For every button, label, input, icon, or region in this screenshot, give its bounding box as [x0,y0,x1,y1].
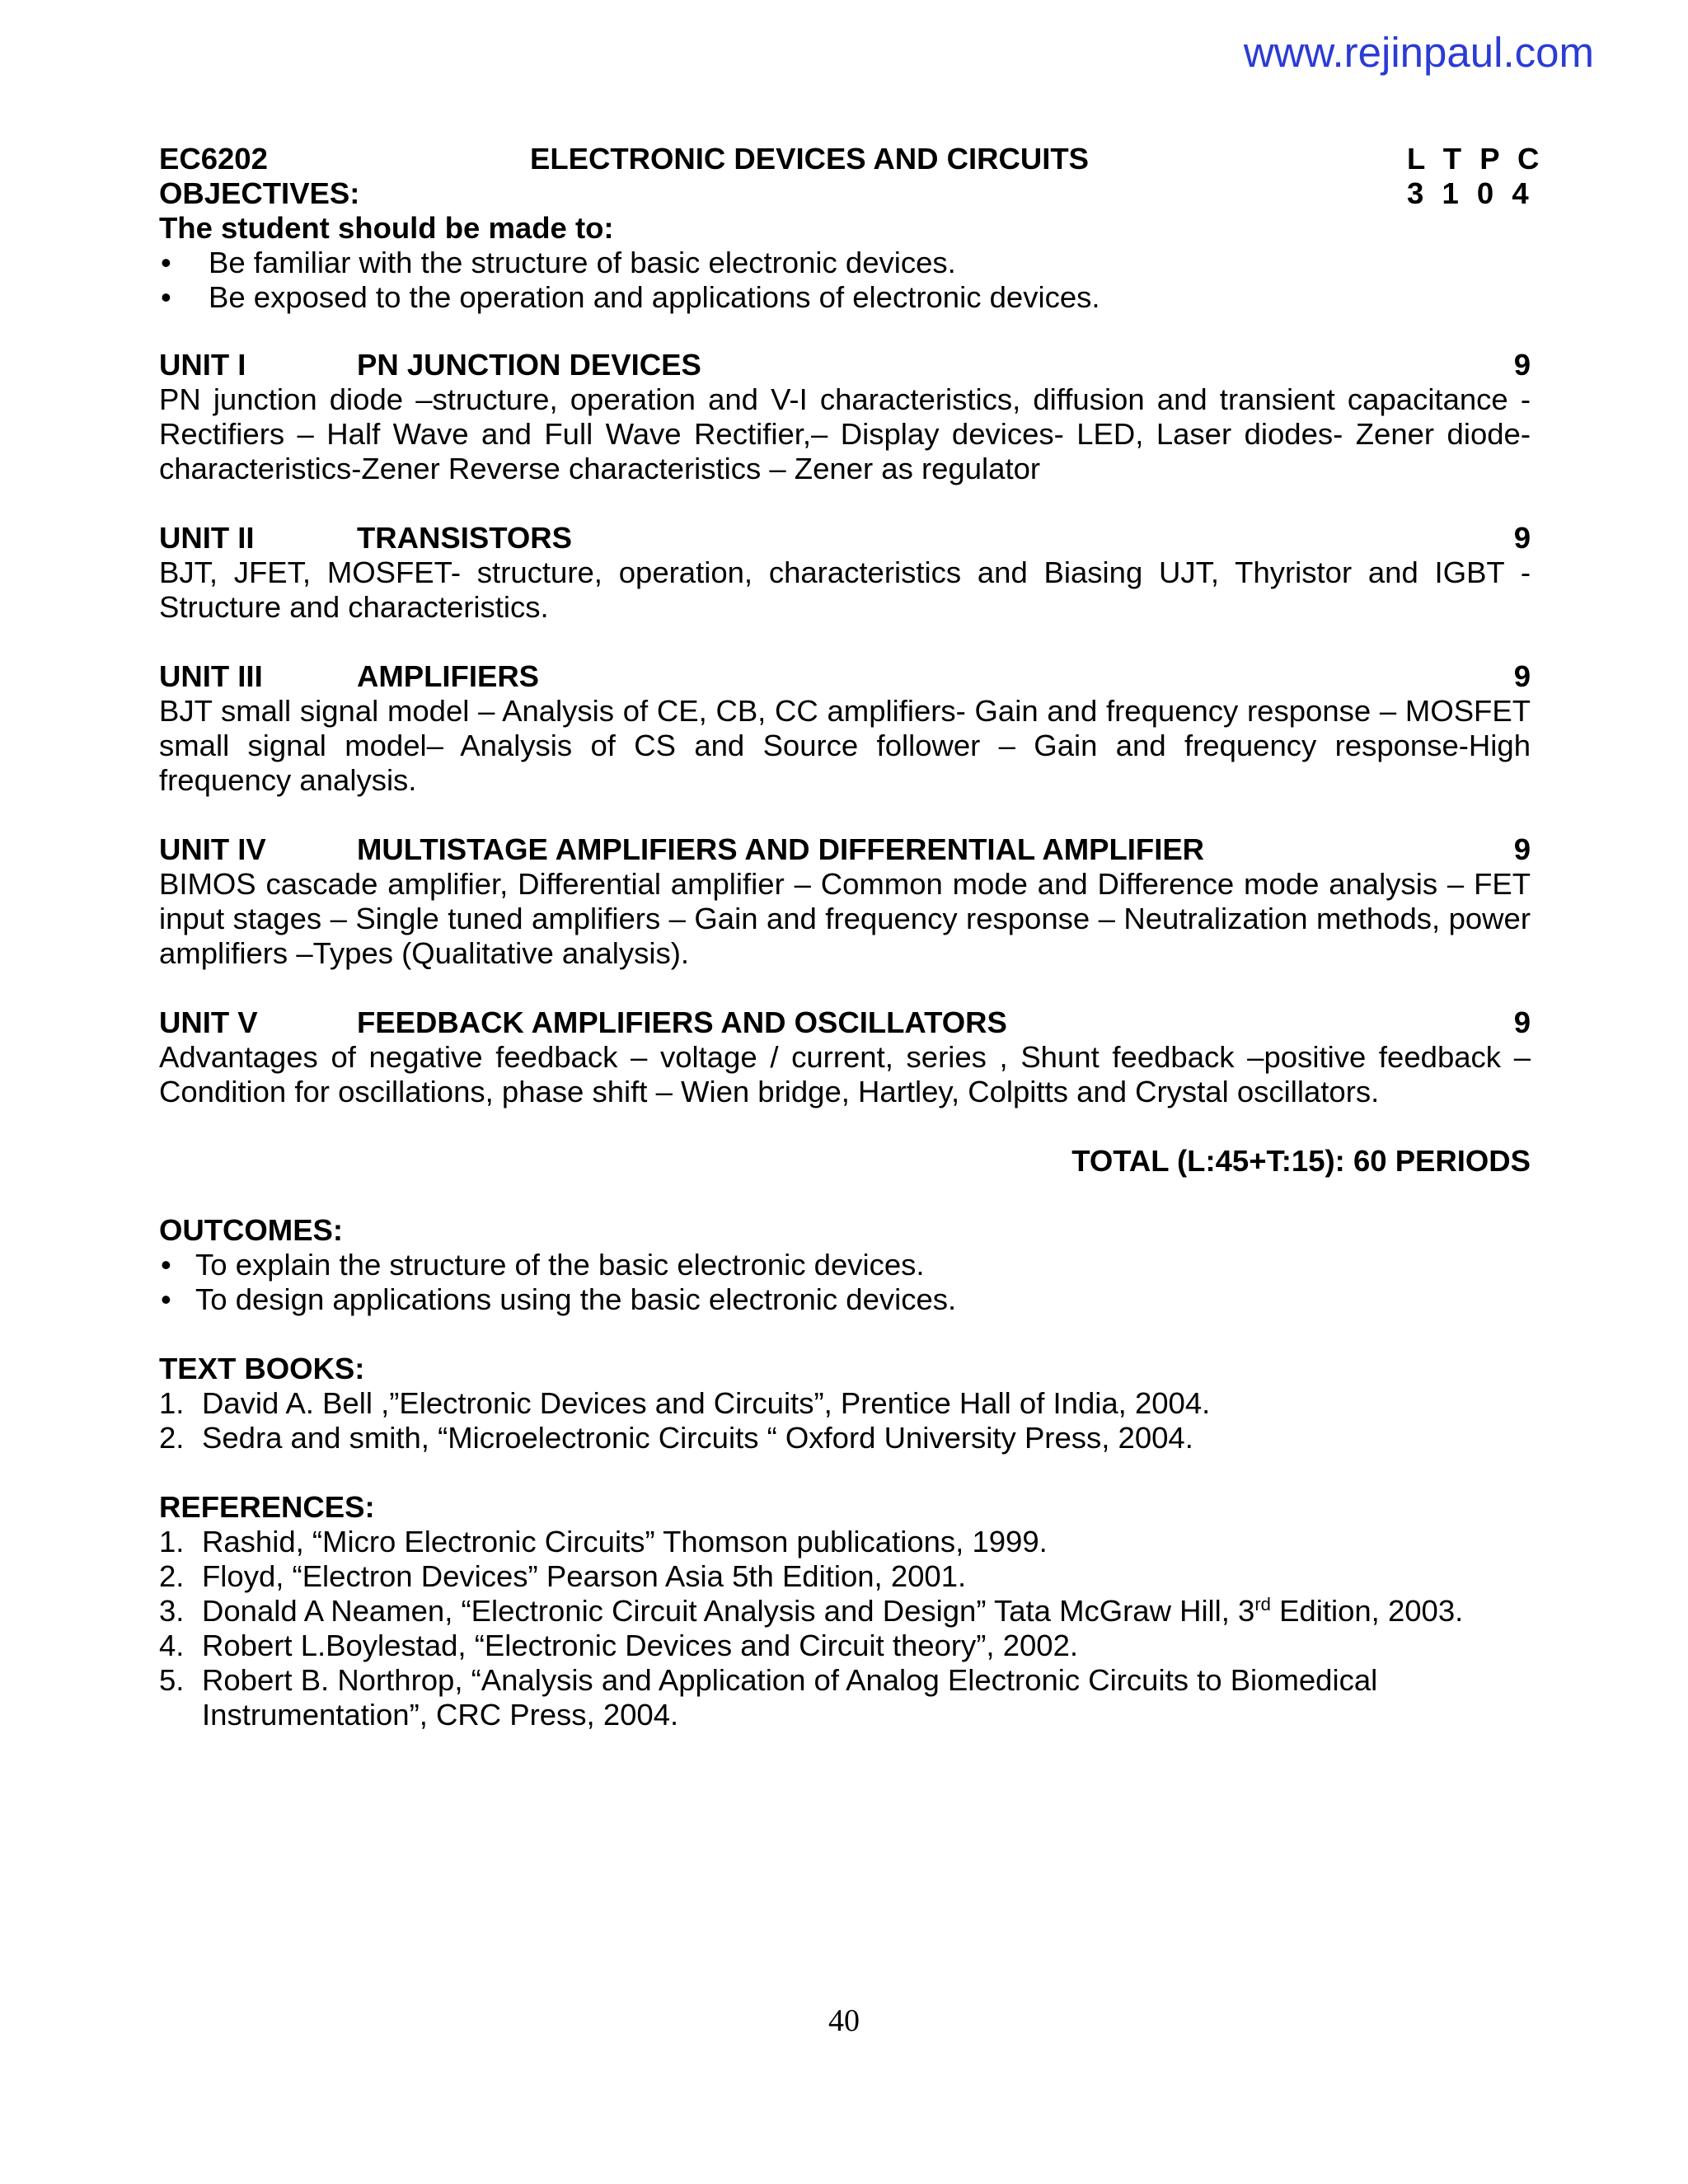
textbooks-heading: TEXT BOOKS: [159,1352,365,1385]
course-code: EC6202 [159,142,268,176]
list-item: • To design applications using the basic electronic devices. [159,1282,1531,1317]
outcomes-heading: OUTCOMES: [159,1213,344,1247]
unit-4 [159,832,1531,971]
unit-body: PN junction diode –structure, operation and V-I characteristics, diffusion and transient capacitance - Rectifiers – Half Wave and Full Wave Rectifier,– Display devices- LED, Laser diodes- Zener diode-characteristics-Zener Reverse characteristics – Zener as regulator [159,382,1531,485]
unit-hours: 9 [1513,832,1531,866]
course-title: ELECTRONIC DEVICES AND CIRCUITS [530,142,1089,176]
unit-number: UNIT III [159,659,263,693]
list-item: • To explain the structure of the basic electronic devices. [159,1248,1531,1282]
references-list [159,1525,1531,1732]
unit-hours: 9 [1513,659,1531,693]
page-number: 40 [828,2004,860,2038]
item-text-main: Donald A Neamen, “Electronic Circuit Analysis and Design” Tata McGraw Hill, 3 [202,1594,1255,1628]
unit-number: UNIT I [159,348,246,382]
unit-number: UNIT V [159,1005,258,1039]
list-item [159,1629,1531,1663]
list-item: • Be familiar with the structure of basic electronic devices. [159,246,1531,280]
unit-number: UNIT IV [159,832,266,866]
ltpc-block [1407,142,1545,211]
objectives-section [159,176,1531,315]
outcomes-list [159,1248,1531,1317]
item-number: 3. [159,1594,185,1628]
unit-heading [159,521,1531,555]
unit-body: BJT, JFET, MOSFET- structure, operation, characteristics and Biasing UJT, Thyristor and IGBT - Structure and characteristics. [159,555,1531,624]
item-text [202,1594,1531,1629]
unit-body: BJT small signal model – Analysis of CE, CB, CC amplifiers- Gain and frequency response – MOSFET small signal model– Analysis of CS and Source follower – Gain and frequency response-High frequency analysis. [159,694,1531,797]
unit-title: TRANSISTORS [357,521,572,555]
ltpc-values: 3 1 0 4 [1407,176,1534,210]
ltpc-head: L T P C [1407,142,1545,176]
unit-hours: 9 [1513,1005,1531,1039]
references-section [159,1490,1531,1732]
unit-heading [159,348,1531,382]
unit-body: Advantages of negative feedback – voltage / current, series , Shunt feedback –positive feedback – Condition for oscillations, phase shift – Wien bridge, Hartley, Colpitts and Crystal oscillators. [159,1040,1531,1108]
list-item [159,1525,1531,1559]
unit-title: FEEDBACK AMPLIFIERS AND OSCILLATORS [357,1005,1007,1039]
syllabus-content [159,142,1545,1732]
item-number: 5. [159,1663,185,1697]
item-number: 4. [159,1629,185,1662]
list-item [159,1559,1531,1594]
item-number: 1. [159,1386,185,1420]
item-number: 1. [159,1525,185,1558]
item-number: 2. [159,1559,185,1593]
unit-3 [159,659,1531,798]
watermark-link[interactable]: www.rejinpaul.com [1243,29,1594,76]
list-item [159,1386,1531,1421]
unit-heading [159,832,1531,867]
unit-1 [159,348,1531,486]
item-text: Sedra and smith, “Microelectronic Circuits “ Oxford University Press, 2004. [202,1421,1193,1455]
list-item [159,1421,1531,1455]
unit-title: AMPLIFIERS [357,659,540,693]
ordinal-suffix: rd [1254,1593,1271,1615]
textbooks-section [159,1352,1531,1455]
textbooks-list [159,1386,1531,1455]
unit-hours: 9 [1513,348,1531,382]
list-item [159,1663,1531,1732]
unit-heading [159,1005,1531,1040]
item-text: Floyd, “Electron Devices” Pearson Asia 5th Edition, 2001. [202,1559,967,1593]
objectives-list [159,246,1531,315]
objectives-intro: The student should be made to: [159,211,614,245]
unit-body: BIMOS cascade amplifier, Differential amplifier – Common mode and Difference mode analysis – FET input stages – Single tuned amplifiers – Gain and frequency response – Neutralization methods, power amplifiers –Types (Qualitative analysis). [159,867,1531,970]
item-text: David A. Bell ,”Electronic Devices and Circuits”, Prentice Hall of India, 2004. [202,1386,1211,1420]
unit-2 [159,521,1531,625]
references-heading: REFERENCES: [159,1490,375,1524]
list-item: • Be exposed to the operation and applications of electronic devices. [159,280,1531,315]
outcomes-section [159,1213,1531,1317]
unit-hours: 9 [1513,521,1531,555]
objectives-heading: OBJECTIVES: [159,176,360,210]
item-number: 2. [159,1421,185,1455]
unit-title: MULTISTAGE AMPLIFIERS AND DIFFERENTIAL AMPLIFIER [357,832,1205,866]
unit-heading [159,659,1531,694]
list-item [159,1594,1531,1629]
unit-5 [159,1005,1531,1109]
item-text: Robert L.Boylestad, “Electronic Devices and Circuit theory”, 2002. [202,1629,1079,1662]
item-text: Robert B. Northrop, “Analysis and Application of Analog Electronic Circuits to Biomedical Instrumentation”, CRC Press, 2004. [202,1663,1378,1732]
item-text-tail: Edition, 2003. [1270,1594,1464,1628]
unit-title: PN JUNCTION DEVICES [357,348,701,382]
unit-number: UNIT II [159,521,255,555]
total-periods: TOTAL (L:45+T:15): 60 PERIODS [1071,1144,1531,1178]
item-text: Rashid, “Micro Electronic Circuits” Thomson publications, 1999. [202,1525,1048,1558]
